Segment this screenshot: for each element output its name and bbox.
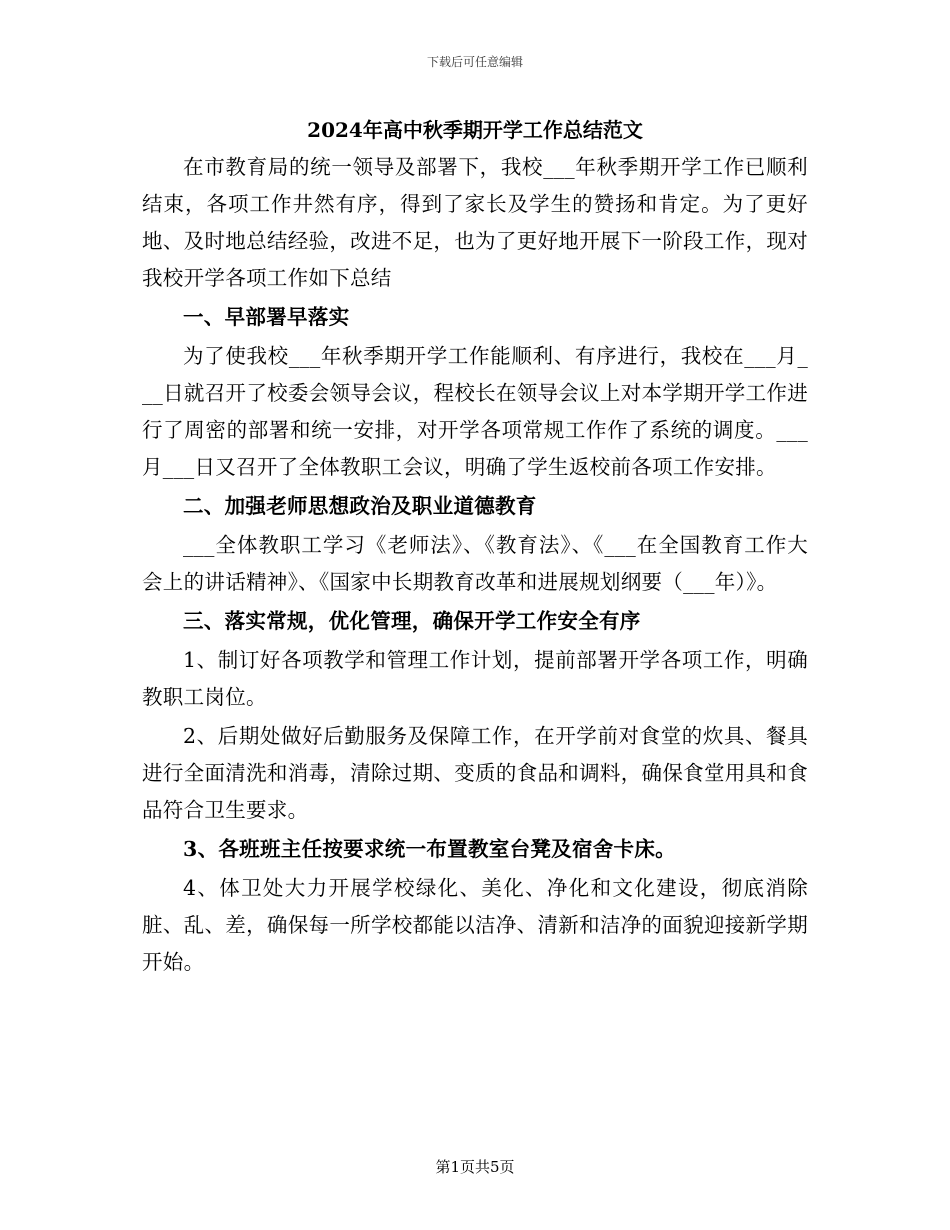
section-heading-1: 一、早部署早落实 <box>183 305 350 329</box>
section-3-item-1: 1、制订好各项教学和管理工作计划，提前部署开学各项工作，明确教职工岗位。 <box>142 648 808 709</box>
section-2-paragraph: ___全体教职工学习《老师法》、《教育法》、《___在全国教育工作大会上的讲话精神》、《国家中长期教育改革和进展规划纲要（___年）》。 <box>142 533 808 594</box>
intro-paragraph: 在市教育局的统一领导及部署下，我校___年秋季期开学工作已顺利结束，各项工作井然有序，得到了家长及学生的赞扬和肯定。为了更好地、及时地总结经验，改进不足，也为了更好地开展下一阶段工作，现对我校开学各项工作如下总结 <box>142 155 808 290</box>
page-number: 第1页共5页 <box>435 1158 515 1176</box>
section-1-paragraph: 为了使我校___年秋季期开学工作能顺利、有序进行，我校在___月___日就召开了校委会领导会议，程校长在领导会议上对本学期开学工作进行了周密的部署和统一安排，对开学各项常规工作作了系统的调度。___月___日又召开了全体教职工会议，明确了学生返校前各项工作安排。 <box>142 344 808 479</box>
section-heading-2: 二、加强老师思想政治及职业道德教育 <box>183 494 537 518</box>
document-body <box>142 149 808 983</box>
document-title: 2024年高中秋季期开学工作总结范文 <box>307 118 643 142</box>
section-3-item-3: 3、各班班主任按要求统一布置教室台凳及宿舍卡床。 <box>183 837 676 861</box>
section-3-item-2: 2、后期处做好后勤服务及保障工作，在开学前对食堂的炊具、餐具进行全面清洗和消毒，清除过期、变质的食品和调料，确保食堂用具和食品符合卫生要求。 <box>142 724 808 822</box>
section-3-item-4: 4、体卫处大力开展学校绿化、美化、净化和文化建设，彻底消除脏、乱、差，确保每一所学校都能以洁净、清新和洁净的面貌迎接新学期开始。 <box>142 876 808 974</box>
page-header-note: 下载后可任意编辑 <box>426 55 523 69</box>
section-heading-3: 三、落实常规，优化管理，确保开学工作安全有序 <box>183 609 641 633</box>
